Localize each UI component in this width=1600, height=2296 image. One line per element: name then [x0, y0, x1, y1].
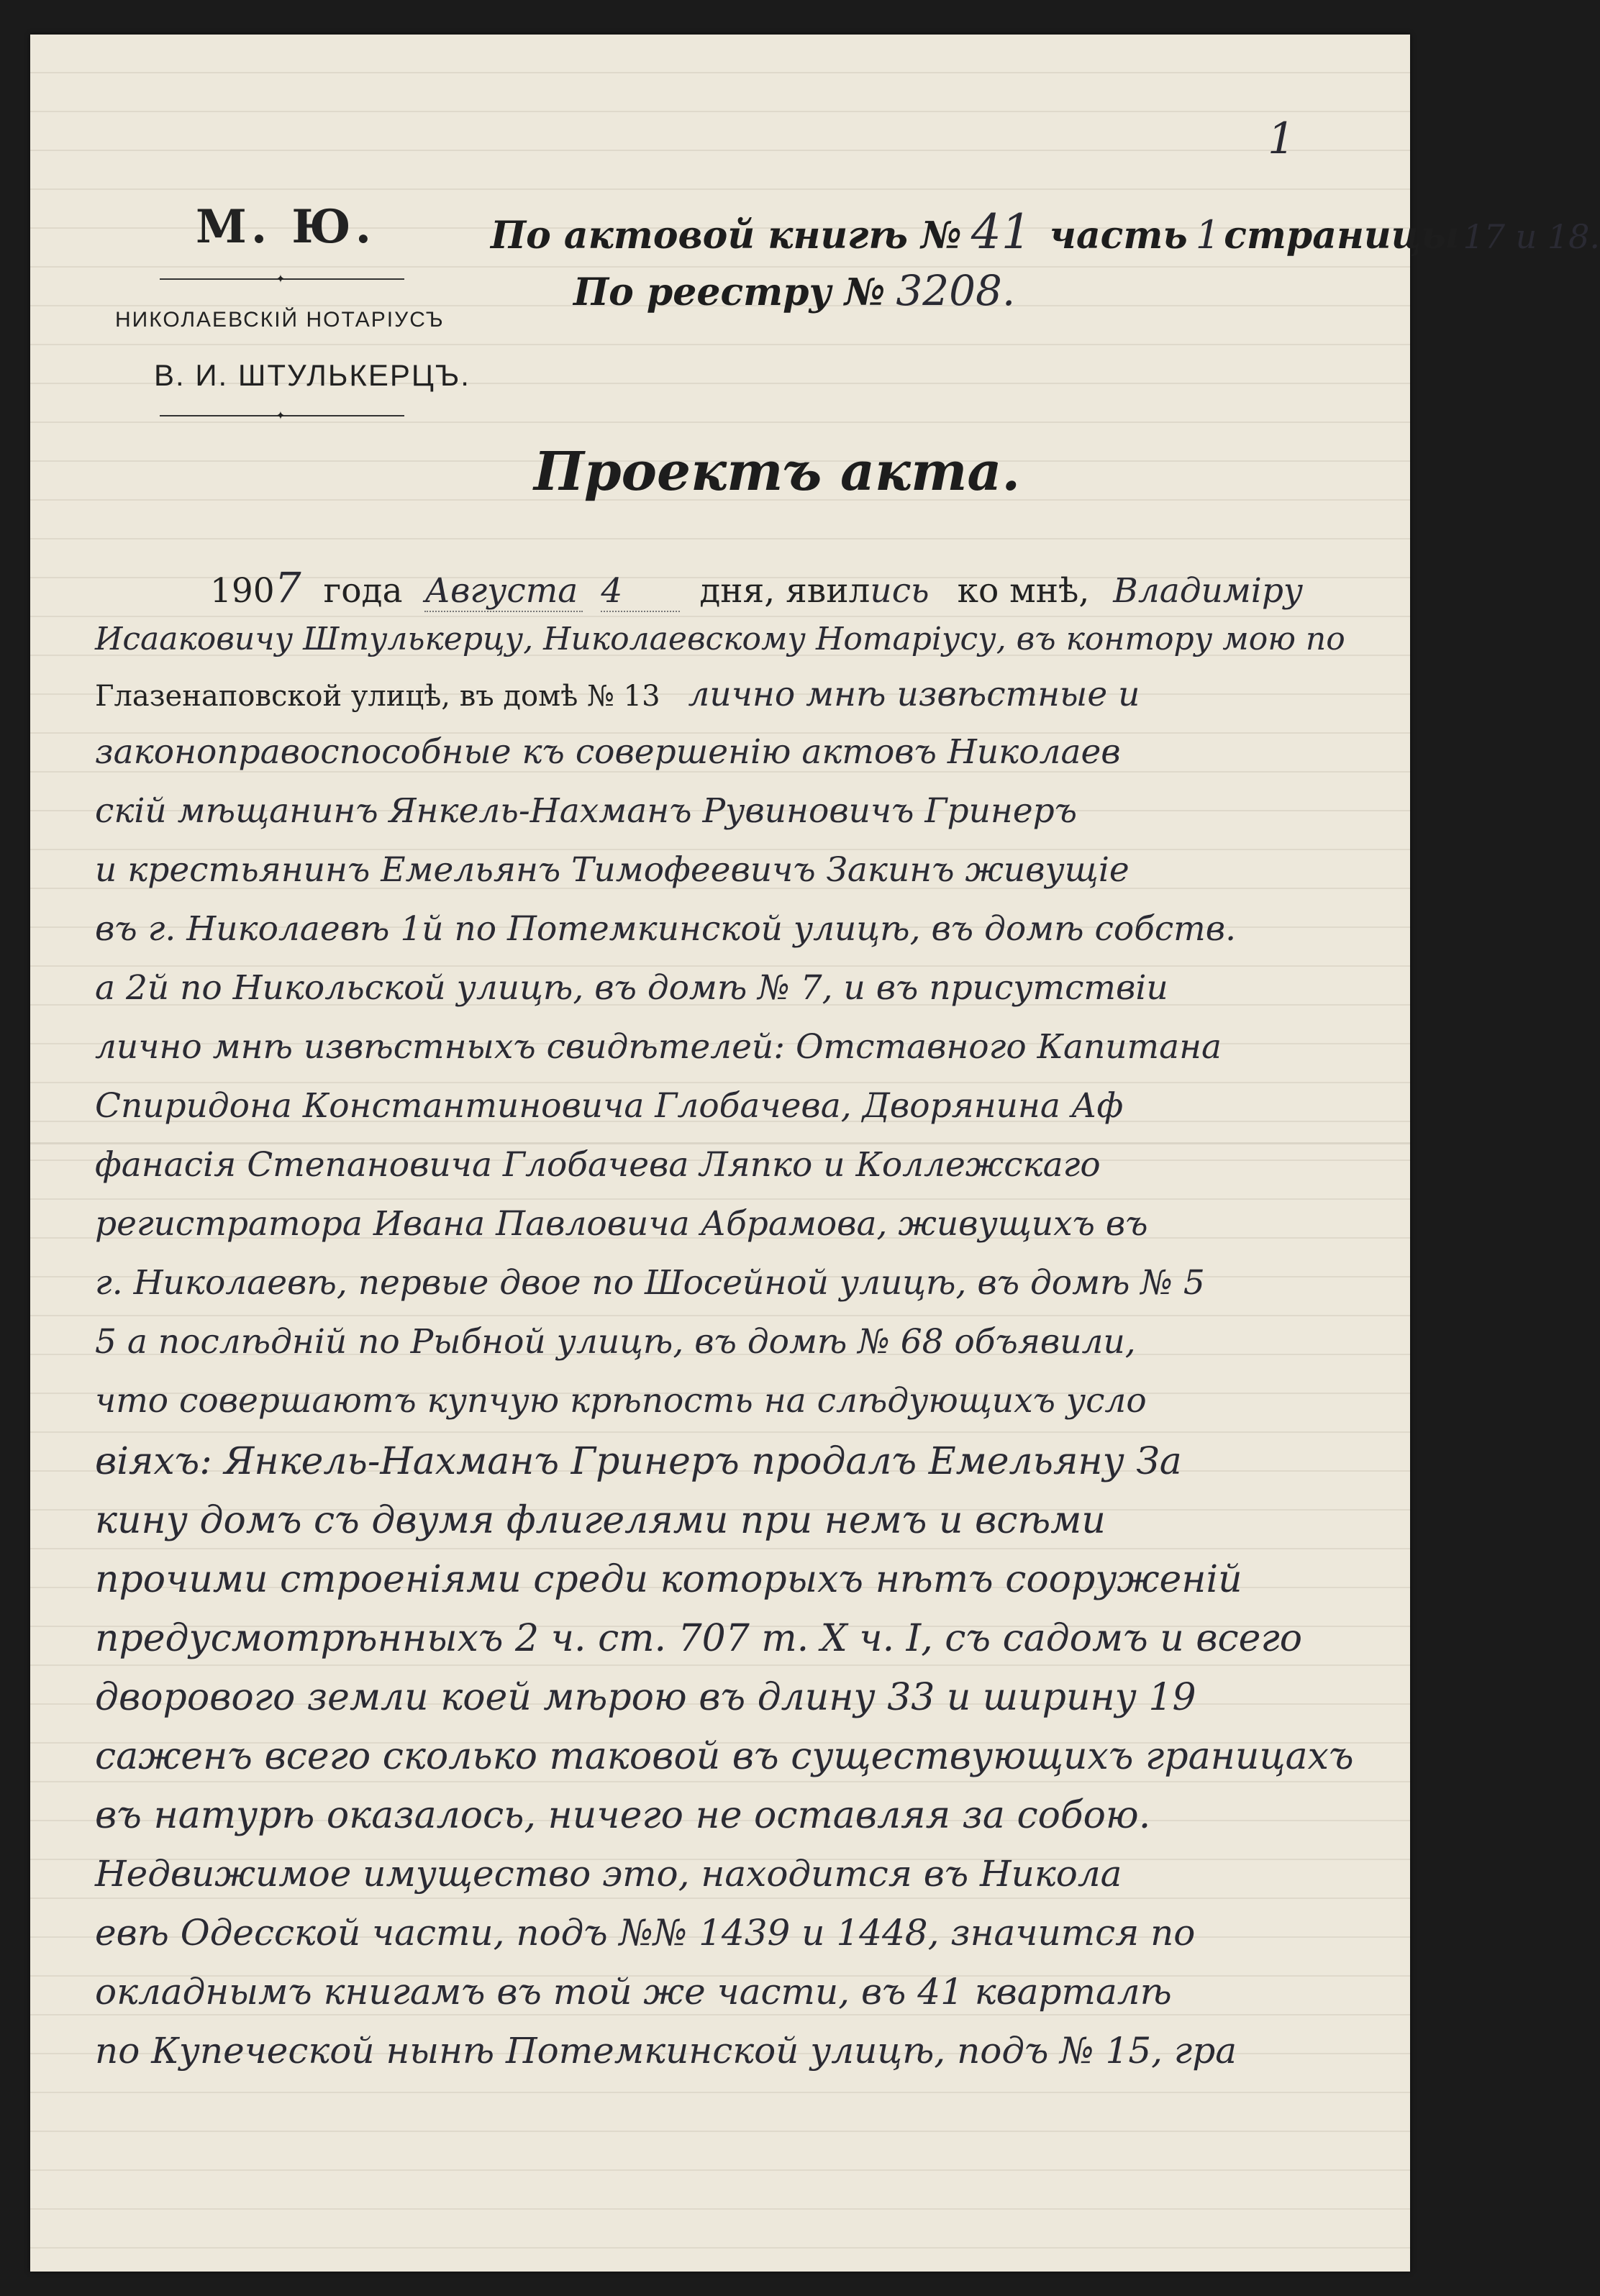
- body-line: по Купеческой нынѣ Потемкинской улицѣ, подъ № 15, гра: [95, 2030, 1237, 2072]
- monogram: М. Ю.: [196, 200, 376, 254]
- notary-line: Исааковичу Штулькерцу, Николаевскому Нотаріусу, въ контору мою по: [95, 621, 1345, 657]
- body-line: и крестьянинъ Емельянъ Тимофеевичъ Закинъ живущіе: [95, 850, 1129, 890]
- notary-office: НИКОЛАЕВСКІЙ НОТАРІУСЪ: [115, 308, 445, 332]
- year-prefix: 190: [210, 571, 275, 611]
- body-line: фанасія Степановича Глобачева Ляпко и Коллежскаго: [95, 1145, 1101, 1185]
- register-label: По реестру №: [573, 270, 886, 314]
- paper-crease: [30, 1142, 1410, 1144]
- body-line: окладнымъ книгамъ въ той же части, въ 41 кварталѣ: [95, 1971, 1172, 2013]
- body-line: г. Николаевѣ, первые двое по Шосейной улицѣ, въ домѣ № 5: [95, 1263, 1205, 1303]
- address-line: [95, 675, 1318, 714]
- address-handwritten: лично мнѣ извѣстные и: [688, 675, 1140, 714]
- address-printed: Глазенаповской улицѣ, въ домѣ № 13: [95, 680, 660, 713]
- body-line: а 2й по Никольской улицѣ, въ домѣ № 7, и въ присутствіи: [95, 968, 1168, 1008]
- day-label: дня, явил: [699, 571, 871, 611]
- body-line: предусмотрѣнныхъ 2 ч. ст. 707 т. X ч. I, съ садомъ и всего: [95, 1617, 1303, 1660]
- body-line: что совершаютъ купчую крѣпость на слѣдующихъ усло: [95, 1381, 1147, 1421]
- year-label: года: [323, 571, 403, 611]
- year-suffix: 7: [274, 563, 301, 612]
- document-page: [30, 35, 1600, 2272]
- book-reference: [491, 204, 1600, 260]
- register-number: 3208.: [896, 266, 1016, 315]
- part-number: 1: [1195, 212, 1221, 258]
- body-line: 5 а послѣдній по Рыбной улицѣ, въ домѣ № 68 объявили,: [95, 1322, 1136, 1362]
- body-line: прочими строеніями среди которыхъ нѣтъ сооруженій: [95, 1558, 1242, 1601]
- page-number: 1: [1268, 114, 1296, 164]
- addressee: Владиміру: [1113, 571, 1304, 611]
- body-line: законоправоспособные къ совершенію актовъ Николаев: [95, 732, 1121, 772]
- body-line: Недвижимое имущество это, находится въ Никола: [95, 1853, 1122, 1895]
- notary-name: В. И. ШТУЛЬКЕРЦЪ.: [154, 358, 471, 392]
- ornament-divider: ✦: [160, 272, 404, 286]
- day: 4: [601, 571, 623, 611]
- body-line: віяхъ: Янкель-Нахманъ Гринеръ продалъ Емельяну За: [95, 1440, 1182, 1483]
- opening-line: [210, 563, 1433, 612]
- body-line: скій мѣщанинъ Янкель-Нахманъ Рувиновичъ Гринеръ: [95, 791, 1078, 831]
- verb-suffix: ись: [870, 571, 929, 611]
- body-line: саженъ всего сколько таковой въ существующихъ границахъ: [95, 1735, 1354, 1778]
- register-reference: [573, 266, 1015, 315]
- page-label: страницы: [1224, 214, 1460, 258]
- part-label: часть: [1049, 214, 1188, 258]
- body-line: въ натурѣ оказалось, ничего не оставляя за собою.: [95, 1794, 1151, 1837]
- book-number: 41: [971, 204, 1032, 260]
- body-line: дворового земли коей мѣрою въ длину 33 и ширину 19: [95, 1676, 1196, 1719]
- body-line: лично мнѣ извѣстныхъ свидѣтелей: Отставного Капитана: [95, 1027, 1222, 1067]
- body-line: въ г. Николаевѣ 1й по Потемкинской улицѣ, въ домѣ собств.: [95, 909, 1237, 949]
- document-title: Проектъ акта.: [534, 441, 1021, 503]
- book-label: По актовой книгѣ №: [491, 214, 962, 258]
- ornament-divider-lower: ✦: [160, 409, 404, 423]
- body-line: Спиридона Константиновича Глобачева, Дворянина Аф: [95, 1086, 1124, 1126]
- ko-mne: ко мнѣ,: [957, 571, 1090, 611]
- body-line: регистратора Ивана Павловича Абрамова, живущихъ въ: [95, 1204, 1148, 1244]
- body-line: кину домъ съ двумя флигелями при немъ и всѣми: [95, 1499, 1106, 1542]
- body-line: евѣ Одесской части, подъ №№ 1439 и 1448, значится по: [95, 1912, 1196, 1954]
- month: Августа: [424, 571, 578, 611]
- page-numbers: 17 и 18.: [1463, 217, 1600, 256]
